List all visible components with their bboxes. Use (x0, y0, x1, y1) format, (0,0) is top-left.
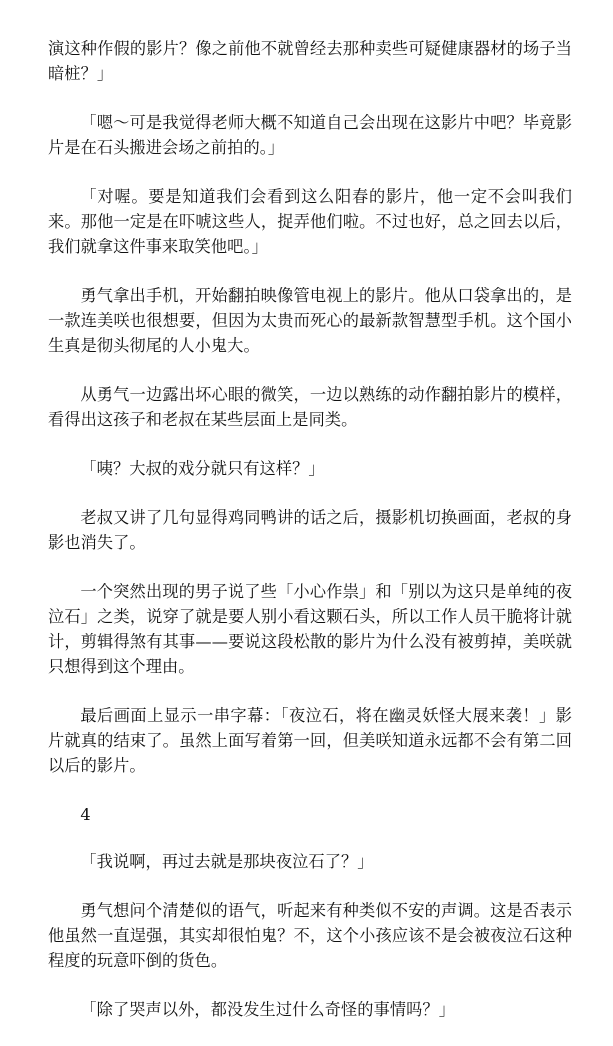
paragraph-narration-4: 一个突然出现的男子说了些「小心作祟」和「别以为这只是单纯的夜泣石」之类，说穿了就是要人别小看这颗石头，所以工作人员干脆将计就计，剪辑得煞有其事——要说这段松散的影片为什么没有被剪掉，美咲就只想得到这个理由。 (48, 582, 572, 676)
paragraph-narration-5: 最后画面上显示一串字幕：「夜泣石，将在幽灵妖怪大展来袭！」影片就真的结束了。虽然上面写着第一回，但美咲知道永远都不会有第二回以后的影片。 (48, 706, 572, 775)
paragraph-dialogue-5: 「除了哭声以外，都没发生过什么奇怪的事情吗？」 (80, 1000, 456, 1019)
paragraph-narration-6: 勇气想问个清楚似的语气，听起来有种类似不安的声调。这是否表示他虽然一直逞强，其实却很怕鬼？不，这个小孩应该不是会被夜泣石这种程度的玩意吓倒的货色。 (48, 901, 572, 970)
paragraph-narration-3: 老叔又讲了几句显得鸡同鸭讲的话之后，摄影机切换画面，老叔的身影也消失了。 (48, 508, 572, 552)
section-number: 4 (80, 805, 91, 824)
paragraph-dialogue-2: 「对喔。要是知道我们会看到这么阳春的影片，他一定不会叫我们来。那他一定是在吓唬这些人，捉弄他们啦。不过也好，总之回去以后，我们就拿这件事来取笑他吧。」 (48, 187, 572, 256)
paragraph-dialogue-4: 「我说啊，再过去就是那块夜泣石了？」 (80, 852, 374, 871)
document-page (48, 36, 572, 1046)
paragraph-narration-1: 勇气拿出手机，开始翻拍映像管电视上的影片。他从口袋拿出的，是一款连美咲也很想要，但因为太贵而死心的最新款智慧型手机。这个国小生真是彻头彻尾的人小鬼大。 (48, 286, 572, 355)
paragraph-narration-2: 从勇气一边露出坏心眼的微笑，一边以熟练的动作翻拍影片的模样，看得出这孩子和老叔在某些层面上是同类。 (48, 385, 572, 429)
paragraph-dialogue-3: 「咦？大叔的戏分就只有这样？」 (80, 459, 325, 478)
paragraph-continuation: 演这种作假的影片？像之前他不就曾经去那种卖些可疑健康器材的场子当暗桩？」 (48, 39, 572, 83)
paragraph-dialogue-1: 「嗯～可是我觉得老师大概不知道自己会出现在这影片中吧？毕竟影片是在石头搬进会场之前拍的。」 (48, 113, 572, 157)
